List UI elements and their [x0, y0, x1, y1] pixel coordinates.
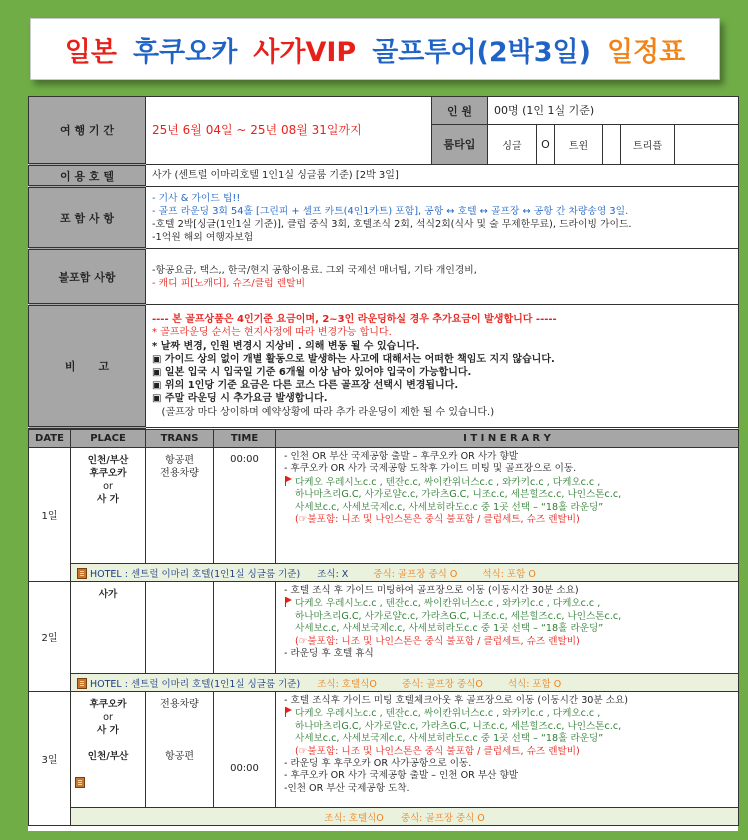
note-list: [146, 305, 739, 428]
include-line: - 기사 & 가이드 팁!!: [152, 192, 241, 204]
day-3-place: [71, 692, 146, 808]
note-line: ---- 본 골프상품은 4인기준 요금이며, 2~3인 라운딩하실 경우 추가요금이 발생합니다 -----: [152, 314, 557, 326]
dinner: 석식: 포함 O: [507, 678, 562, 690]
note-line: ▣ 가이드 상의 없이 개별 활동으로 발생하는 사고에 대해서는 어떠한 책임도 지지 않습니다.: [152, 353, 555, 365]
itinerary-line: - 라운딩 후 후쿠오카 OR 사가공항으로 이동.: [284, 758, 472, 770]
itinerary-line: - 후쿠오카 OR 사가 국제공항 출발 – 인천 OR 부산 향발: [284, 770, 519, 782]
exclude-line: -항공요금, 택스,, 한국/현지 공항이용료. 그외 국제선 매너팁, 기타 개인경비,: [152, 264, 477, 276]
itinerary-line: -인천 OR 부산 국제공항 도착.: [284, 782, 410, 794]
trans-line: 전용차량: [160, 468, 199, 479]
include-list: [146, 187, 739, 249]
golf-course-line: 사세보c.c, 사세보국제c.c, 사세보히라도c.c 중 1곳 선택 – “18홀 라운딩”: [295, 623, 604, 635]
exclusion-line: (☞불포함: 니조 및 나인스톤은 중식 불포함 / 클럽세트, 슈즈 렌탈비): [295, 514, 580, 526]
header-trans: TRANS: [146, 430, 214, 448]
hotel-icon: [75, 777, 85, 788]
day-1-trans: [146, 448, 214, 564]
day-2-itinerary: [276, 582, 739, 674]
golf-course-line: 하나마츠리G.C, 사가로얄c.c, 가라츠G.C, 니조c.c, 세븐힐즈c.c, 나인스톤c.c,: [295, 720, 622, 732]
title-schedule: 일정표: [606, 36, 686, 68]
breakfast: 조식: 호텔식O: [324, 812, 384, 824]
itinerary-line: - 후쿠오카 OR 사가 국제공항 도착후 가이드 미팅 및 골프장으로 이동.: [284, 463, 577, 475]
period-value: 25년 6월 04일 ~ 25년 08월 31일까지: [146, 97, 432, 165]
page-title: [30, 18, 720, 80]
dinner: 석식: 포함 O: [482, 568, 536, 580]
breakfast: 조식: X: [317, 568, 349, 580]
place-line: 후쿠오카: [89, 468, 127, 479]
golf-flag-icon: [284, 597, 293, 607]
day-2-hotel-row: [71, 674, 739, 692]
hotel-value: 사가 (센트럴 이마리호텔 1인1실 싱글룸 기준) [2박 3일]: [146, 165, 739, 187]
exclusion-line: (☞불포함: 니조 및 나인스톤은 중식 불포함 / 클럽세트, 슈즈 렌탈비): [295, 745, 580, 757]
hotel-icon: [77, 678, 87, 689]
note-line: * 날짜 변경, 인원 변경시 지상비 . 의해 변동 될 수 있습니다.: [152, 340, 420, 352]
day-1-itinerary: [276, 448, 739, 564]
day-1-place: [71, 448, 146, 564]
golf-flag-icon: [284, 707, 293, 717]
note-line: ▣ 일본 입국 시 입국일 기준 6개월 이상 남아 있어야 입국이 가능합니다.: [152, 367, 472, 378]
place-line: 사 가: [97, 494, 119, 505]
lunch: 중식: 골프장 중식O: [401, 678, 483, 690]
trans-line: 항공편: [165, 751, 194, 762]
info-table: [28, 96, 739, 429]
day-3-trans: [146, 692, 214, 808]
lunch: 중식: 골프장 중식 O: [373, 568, 458, 580]
place-line: 후쿠오카: [89, 699, 127, 710]
exclude-list: [146, 249, 739, 305]
hotel-name: HOTEL : 센트럴 이마리 호텔(1인1실 싱글룸 기준): [90, 678, 301, 690]
day-3-date: 3일: [29, 692, 71, 826]
exclude-line: - 캐디 피[노캐디], 슈즈/클럽 렌탈비: [152, 277, 306, 289]
room-type-label: 룸타입: [432, 125, 488, 165]
room-single-mark: O: [537, 125, 555, 165]
hotel-icon: [77, 568, 87, 579]
place-line: 사 가: [97, 725, 119, 736]
schedule-table: [28, 429, 739, 826]
note-line: ▣ 위의 1인당 기준 요금은 다른 코스 다른 골프장 선택시 변경됩니다.: [152, 380, 459, 392]
header-itinerary: I T I N E R A R Y: [276, 430, 739, 448]
golf-course-line: 사세보c.c, 사세보국제c.c, 사세보히라도c.c 중 1곳 선택 – “18홀 라운딩”: [295, 501, 604, 513]
people-label: 인 원: [432, 97, 488, 125]
golf-course-line: 다케오 우레시노c.c , 텐잔c.c, 싸이칸위너스c.c , 와카키c.c , 다케오c.c ,: [295, 476, 601, 488]
room-single: 싱글: [488, 125, 537, 165]
itinerary-line: - 호텔 조식 후 가이드 미팅하여 골프장으로 이동 (이동시간 30분 소요): [284, 585, 579, 596]
period-label: 여 행 기 간: [29, 97, 146, 165]
note-line: ▣ 주말 라운딩 시 추가요금 발생합니다.: [152, 393, 328, 405]
trans-line: [146, 724, 213, 737]
hotel-name: HOTEL : 센트럴 이마리 호텔(1인1실 싱글룸 기준): [90, 568, 301, 580]
title-country: 일본: [64, 36, 117, 68]
place-line: [71, 737, 145, 750]
day-1-hotel-row: [71, 564, 739, 582]
itinerary-line: - 호텔 조식후 가이드 미팅 호텔체크아웃 후 골프장으로 이동 (이동시간 30분 소요): [284, 695, 628, 706]
place-line: or: [103, 481, 113, 492]
people-value: 00명 (1인 1실 기준): [488, 97, 739, 125]
golf-flag-icon: [284, 476, 293, 486]
title-region: 사가VIP: [253, 36, 357, 68]
itinerary-line: - 라운딩 후 호텔 휴식: [284, 648, 374, 660]
header-place: PLACE: [71, 430, 146, 448]
golf-course-line: 다케오 우레시노c.c , 텐잔c.c, 싸이칸위너스c.c , 와카키c.c , 다케오c.c ,: [295, 598, 601, 610]
note-label: 비 고: [29, 305, 146, 428]
place-line: or: [103, 712, 113, 723]
exclude-label: 불포함 사항: [29, 249, 146, 305]
include-line: - 골프 라운딩 3회 54홀 [그린피 + 셀프 카트(4인1카트) 포함], 공항 ↔ 호텔 ↔ 골프장 ↔ 공항 간 차량송영 3일.: [152, 205, 629, 217]
title-tour: 골프투어(2박3일): [372, 36, 591, 68]
golf-course-line: 다케오 우레시노c.c , 텐잔c.c, 싸이칸위너스c.c , 와카키c.c , 다케오c.c ,: [295, 708, 601, 720]
itinerary-line: - 인천 OR 부산 국제공항 출발 – 후쿠오카 OR 사가 향발: [284, 451, 519, 462]
trans-line: 전용차량: [160, 699, 199, 710]
include-line: -호텔 2박[싱글(1인1실 기준)], 클럽 중식 3회, 호텔조식 2회, 석식2회(식사 및 술 무제한무료), 드라이빙 가이드.: [152, 218, 632, 230]
trans-line: [146, 711, 213, 724]
hotel-label: 이 용 호 텔: [29, 165, 146, 187]
place-line: 사가: [98, 589, 118, 600]
golf-course-line: 하나마츠리G.C, 사가로얄c.c, 가라츠G.C, 니조c.c, 세븐힐즈c.c, 나인스톤c.c,: [295, 610, 622, 622]
day-2-trans: [146, 582, 214, 674]
golf-course-line: 사세보c.c, 사세보국제c.c, 사세보히라도c.c 중 1곳 선택 – “18홀 라운딩”: [295, 733, 604, 745]
include-label: 포 함 사 항: [29, 187, 146, 249]
note-line: * 골프라운딩 순서는 현지사정에 따라 변경가능 합니다.: [152, 327, 392, 339]
place-line: 인천/부산: [87, 455, 129, 466]
title-city: 후쿠오카: [132, 36, 238, 68]
room-twin: 트윈: [555, 125, 603, 165]
day-3-meal-row: [71, 808, 739, 826]
golf-course-line: 하나마츠리G.C, 사가로얄c.c, 가라츠G.C, 니조c.c, 세븐힐즈c.c, 나인스톤c.c,: [295, 489, 622, 501]
header-date: DATE: [29, 430, 71, 448]
day-3-itinerary: [276, 692, 739, 808]
exclusion-line: (☞불포함: 니조 및 나인스톤은 중식 불포함 / 클럽세트, 슈즈 렌탈비): [295, 635, 580, 647]
day-2-date: 2일: [29, 582, 71, 692]
lunch: 중식: 골프장 중식 O: [400, 812, 485, 824]
room-triple: 트리플: [621, 125, 675, 165]
day-1-date: 1일: [29, 448, 71, 582]
place-line: 인천/부산: [87, 751, 129, 762]
header-time: TIME: [214, 430, 276, 448]
day-2-place: [71, 582, 146, 674]
trans-line: 항공편: [165, 455, 194, 466]
day-3-time: 00:00: [214, 692, 276, 808]
include-line: -1억원 해외 여행자보험: [152, 231, 254, 243]
breakfast: 조식: 호텔식O: [317, 678, 377, 690]
itinerary-sheet: [28, 96, 738, 831]
day-1-time: 00:00: [214, 448, 276, 564]
note-line: (골프장 마다 상이하며 예약상황에 따라 추가 라운딩이 제한 될 수 있습니다.): [152, 406, 495, 418]
day-2-time: [214, 582, 276, 674]
